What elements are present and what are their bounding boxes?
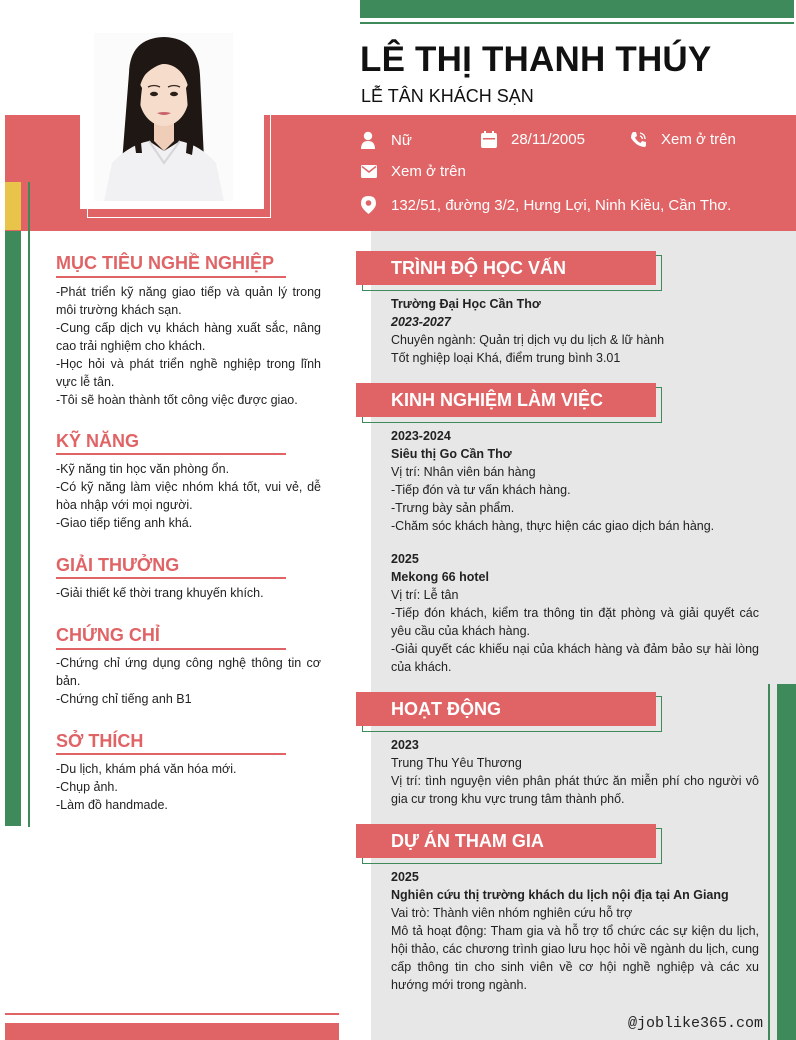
education-school: Trường Đại Học Cần Thơ [391, 297, 541, 311]
objective-line: -Học hỏi và phát triển nghề nghiệp trong lĩnh vực lễ tân. [56, 357, 321, 389]
certificates-line: -Chứng chỉ ứng dụng công nghệ thông tin cơ bản. [56, 656, 321, 688]
hobbies-title: SỞ THÍCH [56, 731, 144, 751]
activities-text [391, 736, 759, 808]
calendar-icon [481, 131, 497, 148]
job-period: 2023-2024 [391, 429, 451, 443]
certificates-title: CHỨNG CHỈ [56, 625, 160, 645]
activity-role: Vị trí: tình nguyện viên phân phát thức ăn miễn phí cho người vô gia cư trong khu vực trung tâm thành phố. [391, 774, 759, 806]
certificates-line: -Chứng chỉ tiếng anh B1 [56, 692, 192, 706]
left-green-line [28, 182, 30, 827]
left-green-bar [5, 231, 21, 826]
job-line: -Trưng bày sản phẩm. [391, 501, 515, 515]
right-green-bar [777, 684, 796, 1040]
contact-phone [630, 131, 736, 148]
objective-text [56, 283, 321, 409]
awards-line: -Giải thiết kế thời trang khuyến khích. [56, 586, 264, 600]
activity-org: Trung Thu Yêu Thương [391, 756, 522, 770]
contact-birthday [481, 131, 585, 148]
phone-icon [630, 131, 647, 148]
skills-line: -Có kỹ năng làm việc nhóm khá tốt, vui vẻ, dễ hòa nhập với mọi người. [56, 480, 321, 512]
top-green-bar [360, 0, 794, 18]
right-green-line [768, 684, 770, 1040]
footer-handle: @joblike365.com [628, 1015, 764, 1032]
activity-year: 2023 [391, 738, 419, 752]
job-line: Vị trí: Nhân viên bán hàng [391, 465, 536, 479]
objective-underline [56, 276, 286, 278]
objective-line: -Phát triển kỹ năng giao tiếp và quản lý trong môi trường khách sạn. [56, 285, 321, 317]
awards-text [56, 584, 321, 602]
awards-underline [56, 577, 286, 579]
education-major: Chuyên ngành: Quản trị dịch vụ du lịch & lữ hành [391, 333, 665, 347]
contact-address [361, 196, 731, 214]
awards-title: GIẢI THƯỞNG [56, 555, 180, 575]
project-role: Vai trò: Thành viên nhóm nghiên cứu hỗ trợ [391, 906, 633, 920]
skills-line: -Kỹ năng tin học văn phòng ổn. [56, 462, 230, 476]
projects-text [391, 868, 759, 994]
education-grade: Tốt nghiệp loại Khá, điểm trung bình 3.01 [391, 351, 621, 365]
top-green-line [360, 22, 794, 24]
profile-photo [94, 33, 233, 201]
hobbies-line: -Du lịch, khám phá văn hóa mới. [56, 762, 237, 776]
job-line: -Giải quyết các khiếu nại của khách hàng và đảm bảo sự hài lòng của khách. [391, 642, 759, 674]
certificates-text [56, 654, 321, 708]
skills-title: KỸ NĂNG [56, 431, 140, 451]
address-text: 132/51, đường 3/2, Hưng Lợi, Ninh Kiều, Cần Thơ. [391, 196, 732, 214]
job-company: Mekong 66 hotel [391, 570, 489, 584]
project-year: 2025 [391, 870, 419, 884]
certificates-underline [56, 648, 286, 650]
hobbies-line: -Làm đồ handmade. [56, 798, 168, 812]
skills-line: -Giao tiếp tiếng anh khá. [56, 516, 193, 530]
job-line: -Tiếp đón và tư vấn khách hàng. [391, 483, 571, 497]
experience-title: KINH NGHIỆM LÀM VIỆC [356, 383, 656, 417]
skills-underline [56, 453, 286, 455]
location-pin-icon [361, 196, 376, 214]
left-yellow-bar [5, 182, 21, 230]
candidate-name: LÊ THỊ THANH THÚY [360, 40, 712, 79]
projects-title: DỰ ÁN THAM GIA [356, 824, 656, 858]
objective-title: MỤC TIÊU NGHỀ NGHIỆP [56, 253, 275, 273]
envelope-icon [361, 165, 377, 178]
skills-text [56, 460, 321, 532]
birthday-text: 28/11/2005 [511, 131, 585, 148]
job-company: Siêu thị Go Cần Thơ [391, 447, 512, 461]
hobbies-text [56, 760, 321, 814]
job-line: Vị trí: Lễ tân [391, 588, 459, 602]
activities-title: HOẠT ĐỘNG [356, 692, 656, 726]
bottom-red-line [5, 1013, 339, 1015]
phone-text: Xem ở trên [661, 131, 736, 148]
gender-text: Nữ [391, 131, 412, 149]
project-name: Nghiên cứu thị trường khách du lịch nội địa tại An Giang [391, 888, 729, 902]
job-line: -Tiếp đón khách, kiểm tra thông tin đặt phòng và giải quyết các yêu cầu của khách hàng. [391, 606, 759, 638]
hobbies-line: -Chụp ảnh. [56, 780, 118, 794]
education-title: TRÌNH ĐỘ HỌC VẤN [356, 251, 656, 285]
objective-line: -Tôi sẽ hoàn thành tốt công việc được giao. [56, 393, 298, 407]
job-line: -Chăm sóc khách hàng, thực hiện các giao dịch bán hàng. [391, 519, 715, 533]
hobbies-underline [56, 753, 286, 755]
job-title: LỄ TÂN KHÁCH SẠN [361, 86, 534, 106]
experience-job-2 [391, 550, 759, 676]
person-icon [361, 131, 375, 149]
contact-email [361, 163, 466, 180]
project-description: Mô tả hoạt động: Tham gia và hỗ trợ tổ chức các sự kiện du lịch, hội thảo, các chương trình giao lưu học hỏi về ngành du lịch, cung cấp thông tin cho sinh viên về cơ hội nghề nghiệp và các xu hướng mới trong ngành. [391, 924, 759, 992]
email-text: Xem ở trên [391, 163, 466, 180]
objective-line: -Cung cấp dịch vụ khách hàng xuất sắc, nâng cao trải nghiệm cho khách. [56, 321, 321, 353]
job-period: 2025 [391, 552, 419, 566]
contact-gender [361, 131, 412, 149]
education-text [391, 295, 759, 367]
bottom-red-bar [5, 1023, 339, 1040]
experience-job-1 [391, 427, 759, 535]
education-years: 2023-2027 [391, 315, 451, 329]
